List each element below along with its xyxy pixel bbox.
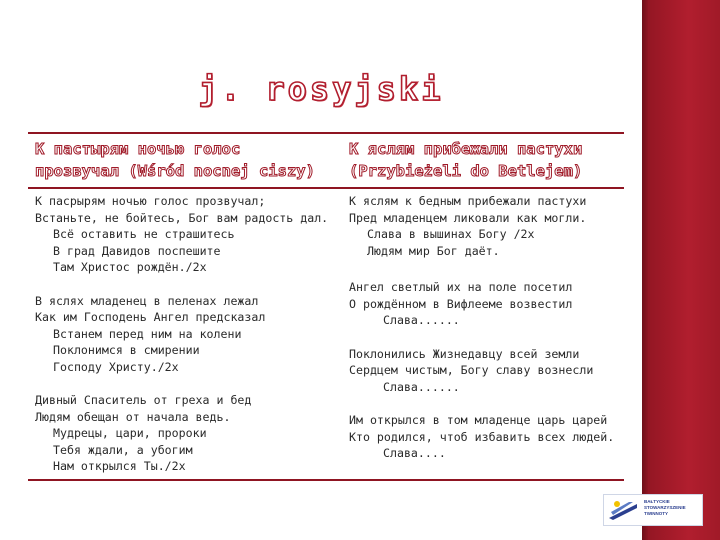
lyric-line: В яслях младенец в пеленах лежал xyxy=(35,293,259,308)
left-stanza-1 xyxy=(35,193,335,276)
logo-text xyxy=(644,499,686,517)
logo-line-2: STOWARZYSZENIE xyxy=(644,505,686,510)
logo-emblem-icon xyxy=(607,498,641,522)
lyric-line: Людям обещан от начала ведь. xyxy=(35,409,231,424)
right-heading-line-2: (Przybieżeli do Betlejem) xyxy=(349,162,583,180)
lyric-line: Всё оставить не страшитесь xyxy=(53,227,235,241)
lyric-line: Дивный Спаситель от греха и бед xyxy=(35,393,252,407)
lyric-line: Мудрецы, цари, пророки xyxy=(53,426,207,440)
lyric-line: Слава в вышинах Богу /2x xyxy=(367,227,535,241)
left-heading-line-1: К пастырям ночью голос xyxy=(35,140,241,158)
right-stanza-2 xyxy=(349,279,629,329)
table-top-rule xyxy=(28,132,624,134)
left-column-heading xyxy=(35,138,335,182)
right-column-heading xyxy=(349,138,629,182)
lyric-line: К пасрырям ночью голос прозвучал; xyxy=(35,194,266,208)
decorative-side-band xyxy=(642,0,720,540)
left-column-lyrics xyxy=(35,193,335,475)
logo-line-3: TWINNOTY xyxy=(644,511,668,516)
lyric-line: К яслям к бедным прибежали пастухи xyxy=(349,194,587,208)
lyric-line: Слава...... xyxy=(383,379,460,394)
right-stanza-1 xyxy=(349,193,629,259)
lyric-line: О рождённом в Вифлееме возвестил xyxy=(349,296,573,311)
left-stanza-3 xyxy=(35,392,335,475)
lyric-line: В град Давидов поспешите xyxy=(53,243,221,258)
logo-line-1: BAŁTYCKIE xyxy=(644,499,670,504)
lyric-line: Слава.... xyxy=(383,446,446,460)
table-bottom-rule xyxy=(28,479,624,481)
lyric-line: Кто родился, чтоб избавить всех людей. xyxy=(349,429,615,444)
right-heading-line-1: К яслям прибежали пастухи xyxy=(349,140,583,158)
lyric-line: Сердцем чистым, Богу славу вознесли xyxy=(349,363,594,377)
lyric-line: Слава...... xyxy=(383,313,460,327)
right-stanza-3 xyxy=(349,346,629,396)
lyric-line: Встанем перед ним на колени xyxy=(53,326,242,341)
lyric-line: Там Христос рождён./2x xyxy=(53,260,207,274)
table-header-rule xyxy=(28,187,624,189)
lyric-line: Пред младенцем ликовали как могли. xyxy=(349,210,587,225)
lyric-line: Встаньте, не бойтесь, Бог вам радость дал. xyxy=(35,210,329,225)
lyric-line: Нам открылся Ты./2x xyxy=(53,459,186,473)
side-band-edge xyxy=(642,0,648,540)
lyric-line: Господу Христу./2x xyxy=(53,359,179,374)
lyric-line: Как им Господень Ангел предсказал xyxy=(35,310,266,324)
slide-title: j. rosyjski xyxy=(198,70,444,108)
left-stanza-2 xyxy=(35,293,335,376)
lyric-line: Поклонились Жизнедавцу всей земли xyxy=(349,346,580,361)
lyric-line: Им открылся в том младенце царь царей xyxy=(349,413,608,427)
left-heading-line-2: прозвучал (Wśród nocnej ciszy) xyxy=(35,162,315,180)
association-logo xyxy=(603,494,703,526)
right-column-lyrics xyxy=(349,193,629,462)
lyric-line: Тебя ждали, а убогим xyxy=(53,442,193,457)
lyric-line: Людям мир Бог даёт. xyxy=(367,243,500,258)
lyric-line: Поклонимся в смирении xyxy=(53,343,200,357)
lyric-line: Ангел светлый их на поле посетил xyxy=(349,280,573,294)
right-stanza-4 xyxy=(349,412,629,462)
